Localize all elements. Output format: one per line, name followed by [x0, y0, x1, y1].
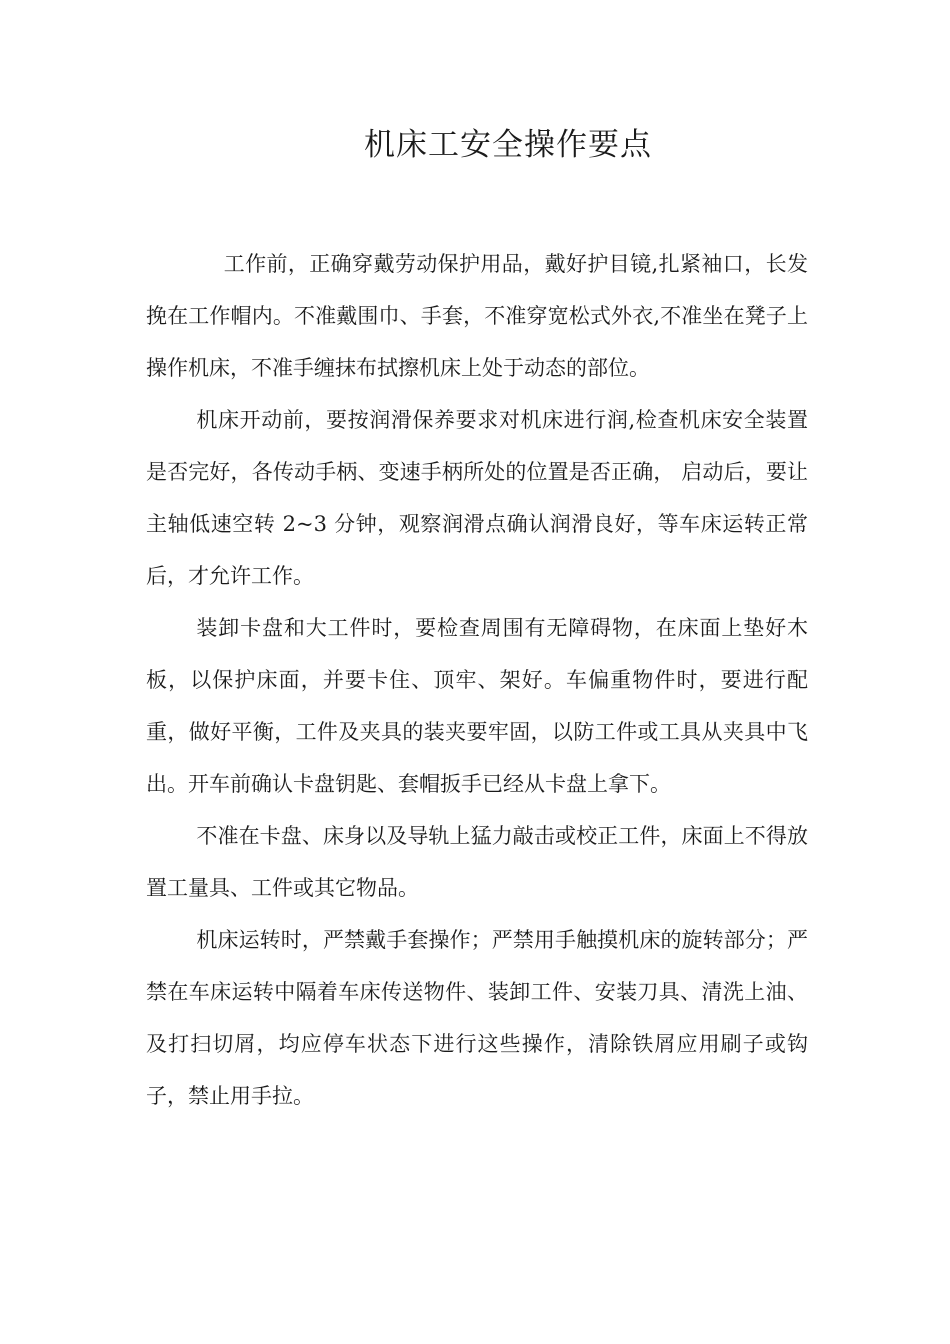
- paragraph-chuck-loading: 装卸卡盘和大工件时，要检查周围有无障碍物，在床面上垫好木板，以保护床面，并要卡住、顶牢、架好。车偏重物件时，要进行配重，做好平衡，工件及夹具的装夹要牢固，以防工件或工具从夹具中飞出。开车前确认卡盘钥匙、套帽扳手已经从卡盘上拿下。: [146, 616, 808, 796]
- paragraph-protective-gear: 工作前，正确穿戴劳动保护用品，戴好护目镜,扎紧袖口，长发挽在工作帽内。不准戴围巾、手套，不准穿宽松式外衣,不准坐在凳子上操作机床，不准手缠抹布拭擦机床上处于动态的部位。: [146, 252, 808, 380]
- paragraph-operation-prohibitions: 机床运转时，严禁戴手套操作；严禁用手触摸机床的旋转部分；严禁在车床运转中隔着车床传送物件、装卸工件、安装刀具、清洗上油、及打扫切屑，均应停车状态下进行这些操作，清除铁屑应用刷子或钩子，禁止用手拉。: [146, 928, 808, 1108]
- document-title: 机床工安全操作要点: [364, 127, 652, 163]
- document-body: [146, 238, 808, 1122]
- paragraph-startup-check: 机床开动前，要按润滑保养要求对机床进行润,检查机床安全装置是否完好，各传动手柄、变速手柄所处的位置是否正确， 启动后，要让主轴低速空转 2~3 分钟，观察润滑点确认润滑良好，等车床运转正常后，才允许工作。: [146, 408, 808, 588]
- paragraph-no-striking: 不准在卡盘、床身以及导轨上猛力敲击或校正工件，床面上不得放置工量具、工件或其它物品。: [146, 824, 808, 900]
